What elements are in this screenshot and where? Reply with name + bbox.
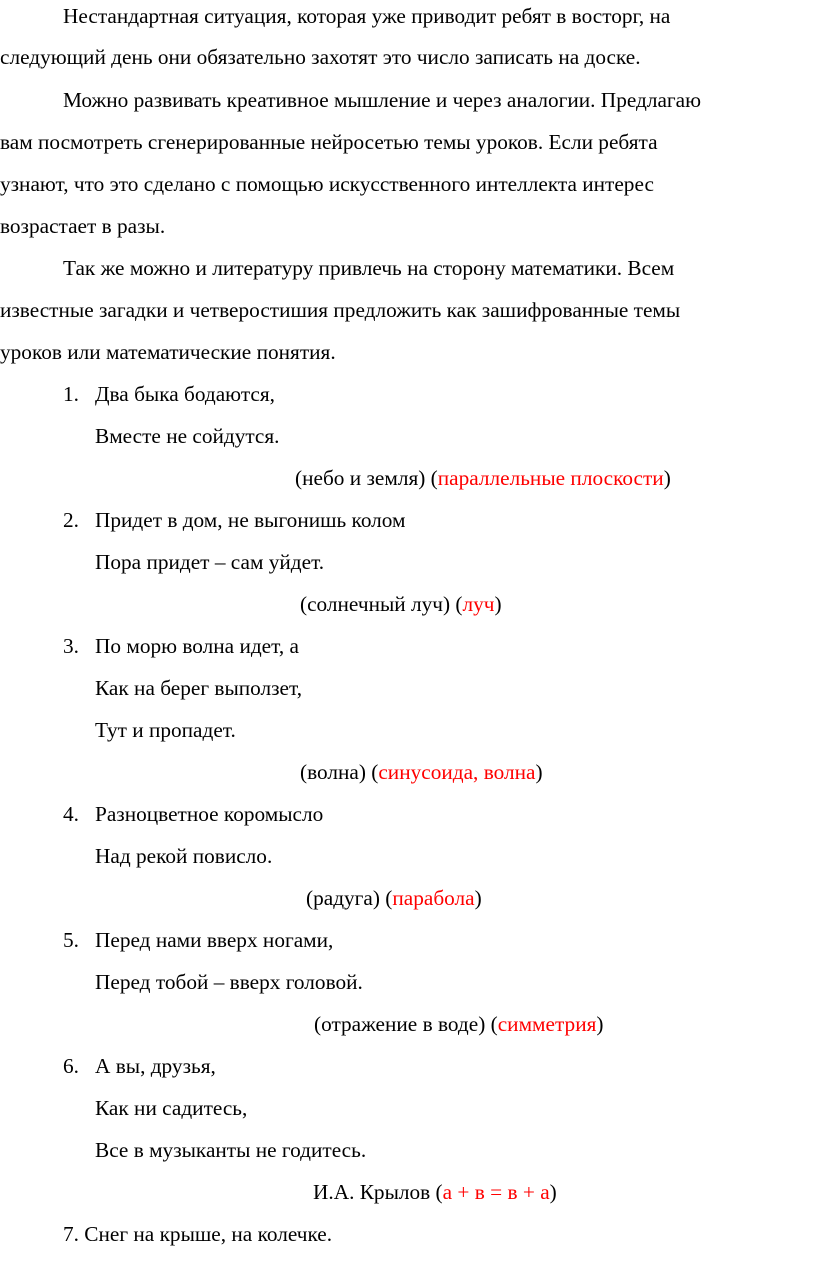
riddle-6-line-2: Как ни садитесь, bbox=[95, 1096, 248, 1120]
riddle-2-answer bbox=[300, 594, 502, 615]
riddle-4-text-1: Разноцветное коромысло bbox=[95, 802, 324, 826]
riddle-6-number: 6. bbox=[63, 1054, 79, 1078]
riddle-1-number: 1. bbox=[63, 382, 79, 406]
riddle-4-number: 4. bbox=[63, 802, 79, 826]
riddle-3-line-2: Как на берег выползет, bbox=[95, 676, 303, 700]
riddle-3-math-concept: синусоида, волна bbox=[378, 760, 536, 784]
paragraph-3-line-3: уроков или математические понятия. bbox=[0, 340, 336, 364]
riddle-4-line-1 bbox=[63, 804, 323, 825]
riddle-6-line-1 bbox=[63, 1056, 216, 1077]
riddle-5-close-paren: ) bbox=[596, 1012, 604, 1036]
riddle-5-line-2: Перед тобой – вверх головой. bbox=[95, 970, 363, 994]
riddle-2-line-2: Пора придет – сам уйдет. bbox=[95, 550, 325, 574]
riddle-7-line-1: 7. Снег на крыше, на колечке. bbox=[63, 1222, 333, 1246]
paragraph-2-line-1: Можно развивать креативное мышление и через аналогии. Предлагаю bbox=[63, 88, 702, 112]
riddle-2-answer-text: (солнечный луч) ( bbox=[300, 592, 463, 616]
riddle-2-number: 2. bbox=[63, 508, 79, 532]
riddle-6-math-concept: а + в = в + а bbox=[442, 1180, 550, 1204]
riddle-5-line-1 bbox=[63, 930, 333, 951]
riddle-6-answer-text: И.А. Крылов ( bbox=[313, 1180, 443, 1204]
riddle-1-line-2: Вместе не сойдутся. bbox=[95, 424, 280, 448]
riddle-3-answer-text: (волна) ( bbox=[300, 760, 379, 784]
paragraph-1-line-1: Нестандартная ситуация, которая уже приводит ребят в восторг, на bbox=[63, 4, 671, 28]
riddle-1-answer bbox=[295, 468, 671, 489]
riddle-4-answer-text: (радуга) ( bbox=[306, 886, 393, 910]
riddle-2-math-concept: луч bbox=[462, 592, 495, 616]
riddle-6-line-3: Все в музыканты не годитесь. bbox=[95, 1138, 367, 1162]
riddle-3-text-1: По морю волна идет, а bbox=[95, 634, 299, 658]
riddle-5-number: 5. bbox=[63, 928, 79, 952]
riddle-4-answer bbox=[306, 888, 482, 909]
riddle-6-close-paren: ) bbox=[549, 1180, 557, 1204]
riddle-5-math-concept: симметрия bbox=[497, 1012, 597, 1036]
paragraph-2-line-4: возрастает в разы. bbox=[0, 214, 166, 238]
riddle-6-answer bbox=[313, 1182, 557, 1203]
riddle-2-line-1 bbox=[63, 510, 406, 531]
paragraph-1-line-2: следующий день они обязательно захотят это число записать на доске. bbox=[0, 45, 641, 69]
paragraph-3-line-1: Так же можно и литературу привлечь на сторону математики. Всем bbox=[63, 256, 675, 280]
riddle-3-answer bbox=[300, 762, 543, 783]
riddle-4-line-2: Над рекой повисло. bbox=[95, 844, 273, 868]
riddle-4-close-paren: ) bbox=[474, 886, 482, 910]
riddle-1-line-1 bbox=[63, 384, 275, 405]
riddle-3-line-3: Тут и пропадет. bbox=[95, 718, 236, 742]
riddle-3-number: 3. bbox=[63, 634, 79, 658]
riddle-3-line-1 bbox=[63, 636, 299, 657]
riddle-4-math-concept: парабола bbox=[392, 886, 475, 910]
riddle-2-text-1: Придет в дом, не выгонишь колом bbox=[95, 508, 406, 532]
riddle-1-math-concept: параллельные плоскости bbox=[437, 466, 664, 490]
paragraph-2-line-3: узнают, что это сделано с помощью искусственного интеллекта интерес bbox=[0, 172, 654, 196]
riddle-5-text-1: Перед нами вверх ногами, bbox=[95, 928, 334, 952]
riddle-6-text-1: А вы, друзья, bbox=[95, 1054, 216, 1078]
riddle-3-close-paren: ) bbox=[535, 760, 543, 784]
paragraph-2-line-2: вам посмотреть сгенерированные нейросетью темы уроков. Если ребята bbox=[0, 130, 658, 154]
riddle-1-answer-text: (небо и земля) ( bbox=[295, 466, 438, 490]
riddle-1-text-1: Два быка бодаются, bbox=[95, 382, 275, 406]
riddle-5-answer bbox=[314, 1014, 603, 1035]
riddle-5-answer-text: (отражение в воде) ( bbox=[314, 1012, 498, 1036]
riddle-1-close-paren: ) bbox=[663, 466, 671, 490]
paragraph-3-line-2: известные загадки и четверостишия предложить как зашифрованные темы bbox=[0, 298, 681, 322]
riddle-2-close-paren: ) bbox=[494, 592, 502, 616]
